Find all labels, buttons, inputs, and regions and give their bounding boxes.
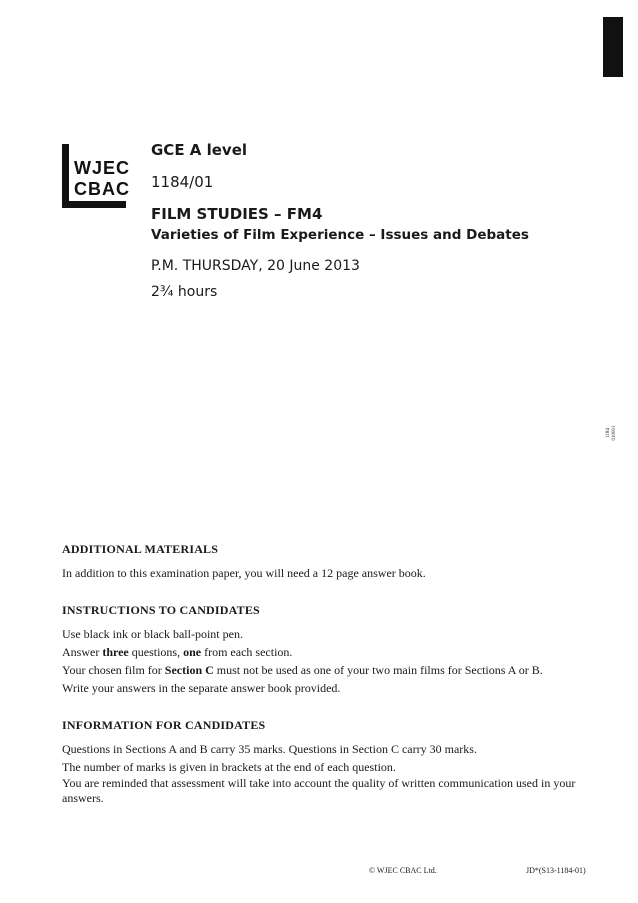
instruction-line: Use black ink or black ball-point pen. — [62, 627, 243, 641]
side-code-line2: 010001 — [612, 425, 617, 441]
side-code-line1: 1184 — [606, 428, 611, 438]
information-line: Questions in Sections A and B carry 35 marks. Questions in Section C carry 30 marks. — [62, 742, 477, 756]
information-section — [62, 716, 582, 806]
exam-title: FILM STUDIES – FM4 — [151, 205, 323, 223]
instruction-line: Answer three questions, one from each section. — [62, 645, 293, 659]
information-line: You are reminded that assessment will take into account the quality of written communication used in your answers. — [62, 776, 576, 805]
side-paper-code — [606, 426, 618, 441]
footer-copyright: © WJEC CBAC Ltd. — [369, 866, 437, 875]
additional-materials-text: In addition to this examination paper, you will need a 12 page answer book. — [62, 566, 426, 580]
logo-line2: CBAC — [74, 179, 130, 199]
exam-level: GCE A level — [151, 141, 248, 159]
logo-line1: WJEC — [74, 158, 131, 178]
exam-subtitle: Varieties of Film Experience – Issues and Debates — [151, 227, 529, 243]
exam-duration: 2¾ hours — [151, 284, 218, 300]
additional-materials-heading: ADDITIONAL MATERIALS — [62, 542, 219, 556]
additional-materials-section — [62, 540, 582, 582]
instructions-heading: INSTRUCTIONS TO CANDIDATES — [62, 603, 260, 617]
side-marker-bar — [603, 17, 623, 77]
instructions-section — [62, 601, 582, 697]
exam-date: P.M. THURSDAY, 20 June 2013 — [151, 258, 360, 274]
information-line: The number of marks is given in brackets at the end of each question. — [62, 760, 396, 774]
information-heading: INFORMATION FOR CANDIDATES — [62, 718, 266, 732]
footer-reference: JD*(S13-1184-01) — [526, 866, 586, 875]
wjec-cbac-logo — [62, 144, 134, 208]
paper-code: 1184/01 — [151, 173, 214, 191]
instruction-line: Write your answers in the separate answer book provided. — [62, 681, 341, 695]
instruction-line: Your chosen film for Section C must not be used as one of your two main films for Sections A or B. — [62, 663, 543, 677]
